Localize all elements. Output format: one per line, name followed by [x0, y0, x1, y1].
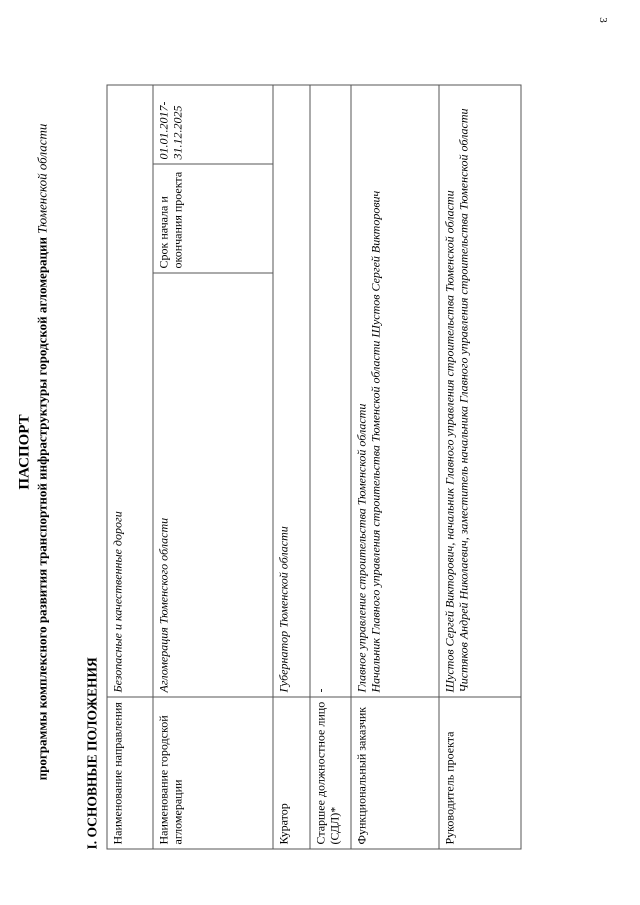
senior-official-label: Старшее должностное лицо (СДЛ)*	[310, 697, 351, 849]
subtitle-region: Тюменской области	[34, 123, 50, 234]
direction-value: Безопасные и качественные дороги	[107, 85, 153, 697]
table-row-curator	[273, 85, 310, 849]
rotated-content	[1, 0, 640, 905]
manager-line-1: Шустов Сергей Викторович, начальник Главного управления строительства Тюменской области	[442, 190, 457, 693]
manager-value	[439, 85, 521, 697]
subtitle-main: программы комплексного развития транспортной инфраструктуры городской агломерации	[34, 236, 50, 781]
section-heading: I. ОСНОВНЫЕ ПОЛОЖЕНИЯ	[84, 657, 100, 850]
term-label: Срок начала и окончания проекта	[153, 164, 273, 273]
customer-line-2: Начальник Главного управления строительства Тюменской области Шустов Сергей Викторович	[368, 190, 383, 693]
agglomeration-label: Наименование городской агломерации	[153, 697, 273, 849]
table-row-manager	[439, 85, 521, 849]
customer-line-1: Главное управление строительства Тюменской области	[354, 403, 369, 693]
curator-value: Губернатор Тюменской области	[273, 85, 310, 697]
customer-value	[351, 85, 439, 697]
document-title: ПАСПОРТ	[16, 414, 33, 490]
table-row-agglomeration	[153, 85, 273, 849]
manager-line-2: Чистяков Андрей Николаевич, заместитель начальника Главного управления строительства Тюменской области	[456, 108, 471, 693]
table-row-direction	[107, 85, 153, 849]
agglomeration-value: Агломерация Тюменского области	[153, 273, 273, 697]
table-row-customer	[351, 85, 439, 849]
passport-table	[107, 85, 522, 850]
table-row-senior-official	[310, 85, 351, 849]
curator-label: Куратор	[273, 697, 310, 849]
senior-official-value: -	[310, 85, 351, 697]
customer-label: Функциональный заказчик	[351, 697, 439, 849]
term-value: 01.01.2017-31.12.2025	[153, 85, 273, 164]
manager-label: Руководитель проекта	[439, 697, 521, 849]
direction-label: Наименование направления	[107, 697, 153, 849]
page-number: 3	[596, 17, 609, 23]
document-subtitle	[35, 0, 51, 905]
